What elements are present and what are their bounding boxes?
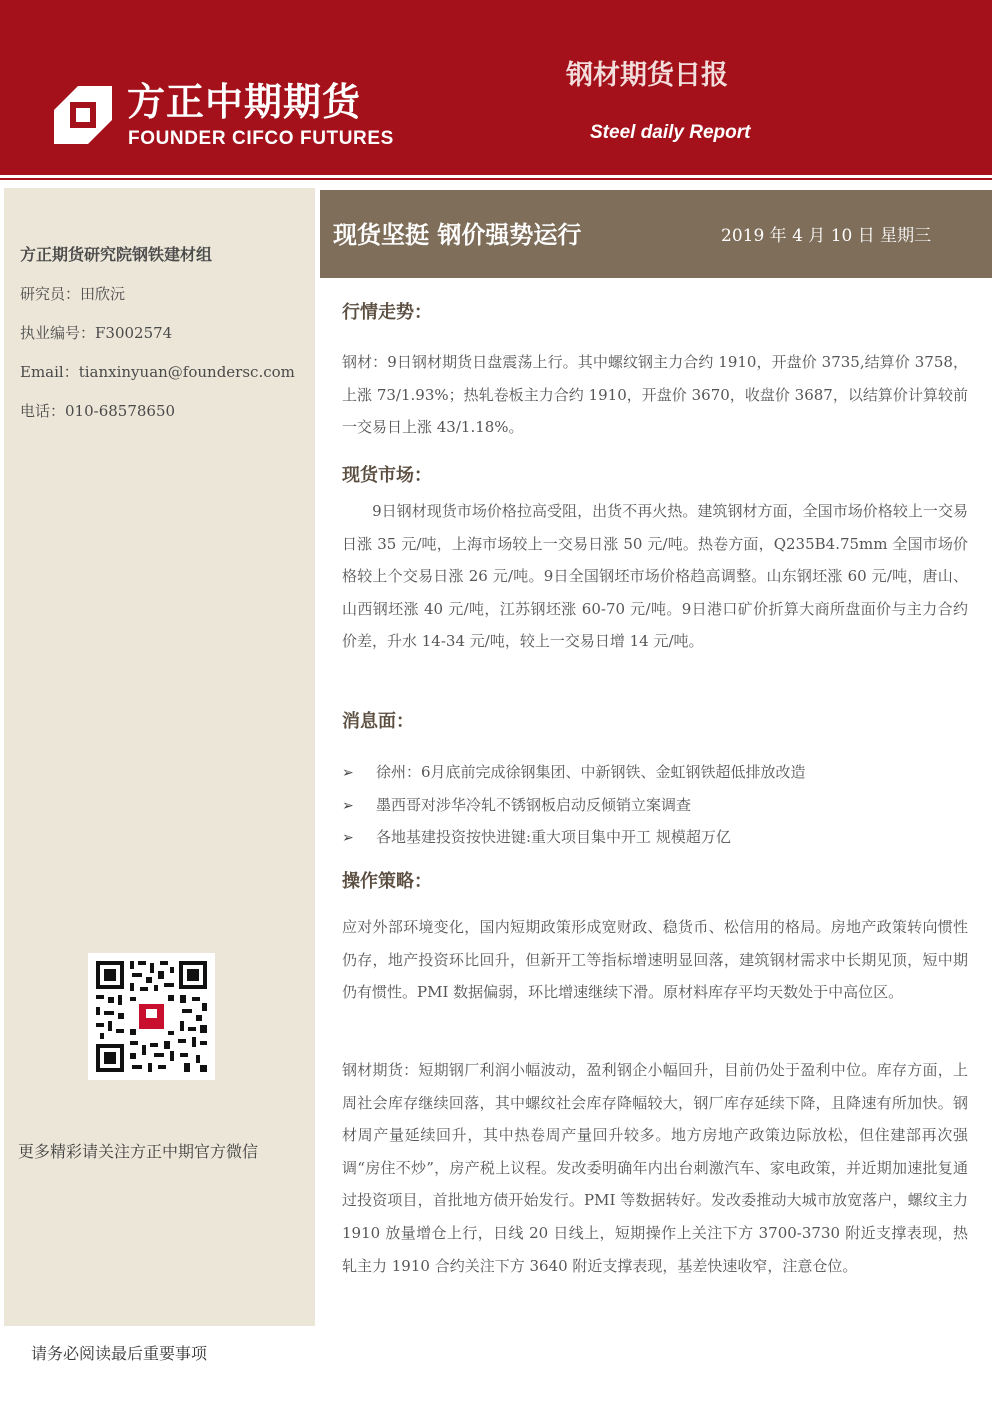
market-trend-paragraph: 钢材：9日钢材期货日盘震荡上行。其中螺纹钢主力合约 1910，开盘价 3735,结算价 3758，上涨 73/1.93%；热轧卷板主力合约 1910，开盘价 3670，收盘价 3687，以结算价计算较前一交易日上涨 43/1.18%。 [342,353,968,437]
spot-market-paragraph: 9日钢材现货市场价格拉高受阻，出货不再火热。建筑钢材方面，全国市场价格较上一交易日涨 35 元/吨，上海市场较上一交易日涨 50 元/吨。热卷方面，Q235B4.75mm 全国市场价格较上个交易日涨 26 元/吨。9日全国钢坯市场价格趋高调整。山东钢坯涨 60 元/吨，唐山、山西钢坯涨 40 元/吨，江苏钢坯涨 60-70 元/吨。9日港口矿价折算大商所盘面价与主力合约价差，升水 14-34 元/吨，较上一交易日增 14 元/吨。 [342,502,968,651]
news-item [342,789,968,822]
news-item [342,821,968,854]
arrow-bullet-icon: ➢ [342,797,354,814]
researcher-name: 研究员：田欣沅 [20,285,126,303]
news-item-text: 各地基建投资按快进键:重大项目集中开工 规模超万亿 [376,828,731,847]
news-item-text: 墨西哥对涉华冷轧不锈钢板启动反倾销立案调查 [376,795,692,814]
news-list [342,756,968,854]
arrow-bullet-icon: ➢ [342,830,354,847]
section-heading-news: 消息面： [342,711,414,732]
strategy-paragraph-macro: 应对外部环境变化，国内短期政策形成宽财政、稳货币、松信用的格局。房地产政策转向惯性仍存，地产投资环比回升，但新开工等指标增速明显回落，建筑钢材需求中长期见顶，短中期仍有惯性。PMI 数据偏弱，环比增速继续下滑。原材料库存平均天数处于中高位区。 [342,918,968,1002]
header-divider [0,178,992,180]
strategy-paragraph-steel-futures: 钢材期货：短期钢厂利润小幅波动，盈利钢企小幅回升，目前仍处于盈利中位。库存方面，上周社会库存继续回落，其中螺纹社会库存降幅较大，钢厂库存延续下降，且降速有所加快。钢材周产量延续回升，其中热卷周产量回升较多。地方房地产政策边际放松，但住建部再次强调“房住不炒”，房产税上议程。发改委明确年内出台刺激汽车、家电政策，并近期加速批复通过投资项目，首批地方债开始发行。PMI 等数据转好。发改委推动大城市放宽落户，螺纹主力 1910 放量增仓上行，日线 20 日线上，短期操作上关注下方 3700-3730 附近支撑表现，热轧主力 1910 合约关注下方 3640 附近支撑表现，基差快速收窄，注意仓位。 [342,1061,968,1275]
footer-disclaimer-note: 请务必阅读最后重要事项 [31,1344,208,1363]
research-group: 方正期货研究院钢铁建材组 [20,245,213,264]
wechat-qr-code [88,953,215,1080]
news-item [342,756,968,789]
arrow-bullet-icon: ➢ [342,765,354,781]
company-name-en: FOUNDER CIFCO FUTURES [128,128,394,149]
news-item-text: 徐州：6月底前完成徐钢集团、中新钢铁、金虹钢铁超低排放改造 [376,763,806,781]
report-date: 2019 年 4 月 10 日 星期三 [721,226,932,246]
report-headline: 现货坚挺 钢价强势运行 [333,221,582,249]
phone-number: 电话：010-68578650 [20,402,176,420]
section-heading-spot-market: 现货市场： [342,465,432,486]
founder-logo-icon [54,86,112,144]
section-heading-strategy: 操作策略： [342,871,432,892]
report-title-en: Steel daily Report [590,122,751,143]
company-name-cn: 方正中期期货 [127,80,362,124]
header-banner [0,0,992,175]
license-number: 执业编号：F3002574 [20,324,173,342]
section-heading-market-trend: 行情走势： [342,302,432,323]
report-title-cn: 钢材期货日报 [566,60,728,91]
email-address: Email：tianxinyuan@foundersc.com [20,363,295,381]
wechat-follow-text: 更多精彩请关注方正中期官方微信 [18,1142,259,1161]
